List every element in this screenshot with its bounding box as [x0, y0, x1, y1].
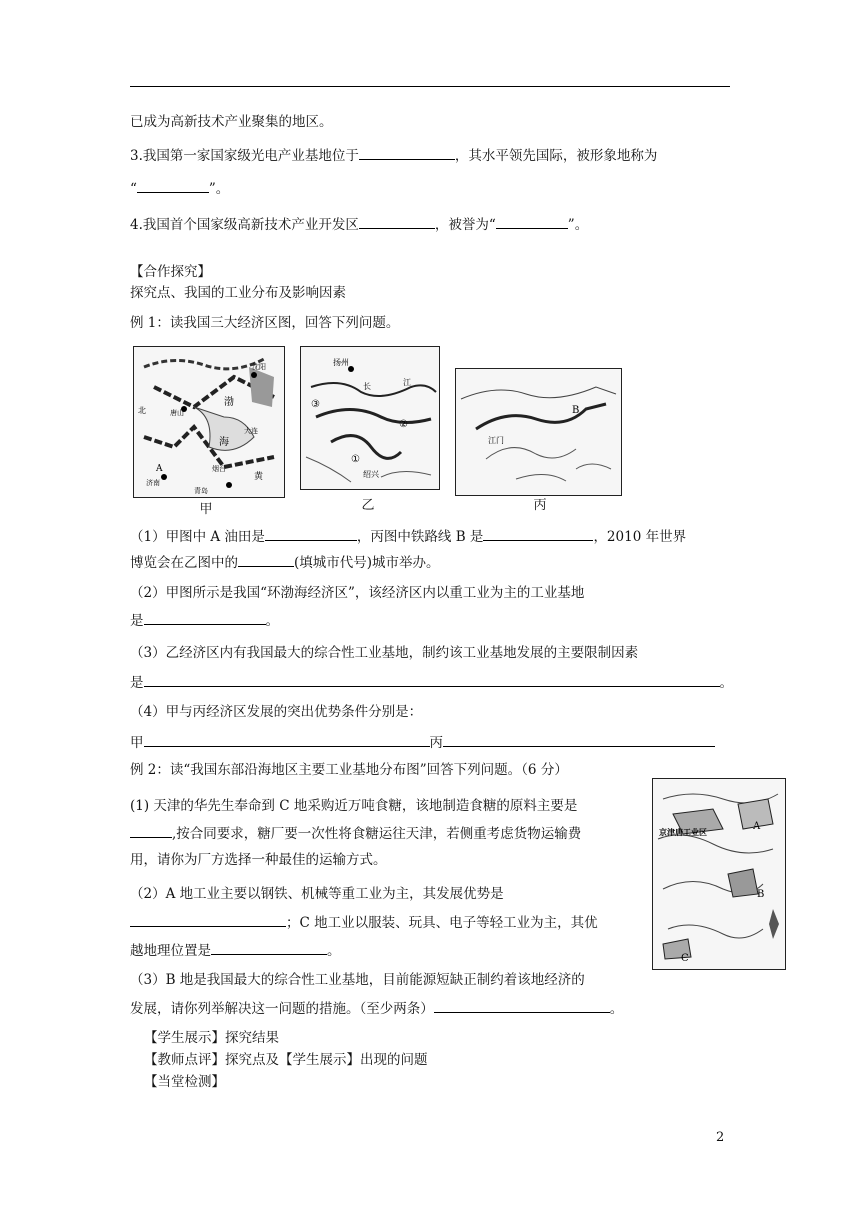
answer-blank[interactable]: [238, 552, 294, 567]
ex2-q3-line2: 发展，请你列举解决这一问题的措施。（至少两条） 。: [130, 998, 730, 1019]
answer-blank[interactable]: [434, 998, 610, 1013]
map-caption: 丙: [533, 498, 547, 513]
map-caption: 甲: [199, 502, 213, 517]
map-label: 济南: [146, 479, 160, 487]
ex2-q2-line2: ；C 地工业以服装、玩具、电子等轻工业为主，其优: [130, 912, 650, 933]
ex1-q4-line2: 甲 丙: [130, 732, 730, 753]
map-label: B: [757, 889, 765, 900]
answer-blank[interactable]: [496, 214, 568, 229]
map-label: 京津唐工业区: [659, 827, 707, 837]
ex1-q1-line2: 博览会在乙图中的 (填城市代号)城市举办。: [130, 552, 730, 573]
example-2-title: 例 2：读“我国东部沿海地区主要工业基地分布图”回答下列问题。（6 分）: [130, 762, 568, 778]
intro-line: 已成为高新技术产业聚集的地区。: [130, 114, 333, 130]
map-label: 江门: [488, 436, 504, 445]
ex2-q1-line1: (1) 天津的华先生奉命到 C 地采购近万吨食糖，该地制造食糖的原料主要是: [130, 798, 578, 814]
teacher-review: 【教师点评】探究点及【学生展示】出现的问题: [144, 1052, 428, 1068]
answer-blank[interactable]: [211, 940, 327, 955]
answer-blank[interactable]: [265, 526, 357, 541]
ex1-q3-line1: （3）乙经济区内有我国最大的综合性工业基地，制约该工业基地发展的主要限制因素: [130, 645, 639, 661]
answer-blank[interactable]: [137, 178, 209, 193]
answer-blank[interactable]: [130, 912, 286, 927]
question-3-line1: 3.我国第一家国家级光电产业基地位于 ，其水平领先国际，被形象地称为: [130, 145, 730, 166]
page-number: 2: [716, 1130, 725, 1145]
ex2-q1-line2: ,按合同要求，糖厂要一次性将食糖运往天津，若侧重考虑货物运输费: [130, 823, 650, 844]
answer-blank[interactable]: [483, 526, 593, 541]
map-label: 沈阳: [252, 363, 266, 371]
map-jia: [133, 346, 285, 498]
map-label: ②: [399, 419, 408, 430]
map-label: 黄: [254, 472, 264, 482]
map-label: ①: [351, 454, 360, 465]
answer-blank[interactable]: [144, 610, 266, 625]
map-label: 北: [138, 406, 146, 415]
map-label: 青岛: [194, 487, 208, 495]
map-label: 长: [363, 382, 371, 391]
map-label: 烟台: [212, 465, 226, 473]
map-label: 唐山: [170, 409, 184, 417]
map-label: 大连: [244, 427, 258, 435]
ex1-q3-line2: 是 。: [130, 672, 730, 693]
map-label: 扬州: [333, 358, 349, 367]
ex1-q1-line1: （1）甲图中 A 油田是 ，丙图中铁路线 B 是 ，2010 年世界: [130, 526, 730, 547]
answer-blank[interactable]: [359, 214, 435, 229]
ex1-q4-line1: （4）甲与丙经济区发展的突出优势条件分别是：: [130, 704, 423, 720]
header-rule: [130, 86, 730, 87]
map-label: C: [681, 953, 689, 964]
map-east-coast: [652, 778, 786, 970]
ex1-q2-line2: 是 。: [130, 610, 730, 631]
map-label: B: [572, 405, 580, 416]
ex2-q2-line1: （2）A 地工业主要以钢铁、机械等重工业为主，其发展优势是: [130, 886, 504, 902]
in-class-test: 【当堂检测】: [144, 1074, 225, 1090]
map-label: ③: [311, 399, 320, 410]
map-label: A: [156, 464, 163, 474]
question-3-line2: “ ”。: [130, 178, 730, 199]
section-topic: 探究点、我国的工业分布及影响因素: [130, 285, 346, 301]
map-label: 绍兴: [363, 470, 379, 479]
question-4: 4.我国首个国家级高新技术产业开发区 ，被誉为“ ”。: [130, 214, 730, 235]
map-label: 海: [219, 437, 229, 448]
answer-blank[interactable]: [359, 145, 455, 160]
map-label: A: [753, 821, 761, 832]
answer-blank[interactable]: [144, 732, 430, 747]
example-1-title: 例 1：读我国三大经济区图，回答下列问题。: [130, 315, 400, 331]
answer-blank[interactable]: [144, 672, 720, 687]
map-bing: [455, 368, 622, 496]
section-heading: 【合作探究】: [130, 264, 211, 280]
map-caption: 乙: [361, 498, 375, 513]
map-label: 渤: [224, 397, 234, 408]
ex2-q2-line3: 越地理位置是 。: [130, 940, 650, 961]
answer-blank[interactable]: [130, 823, 172, 838]
map-label: 江: [403, 378, 411, 387]
map-yi: [300, 346, 440, 490]
student-show: 【学生展示】探究结果: [144, 1030, 279, 1046]
answer-blank[interactable]: [443, 732, 715, 747]
ex2-q1-line3: 用，请你为厂方选择一种最佳的运输方式。: [130, 852, 387, 868]
ex2-q3-line1: （3）B 地是我国最大的综合性工业基地，目前能源短缺正制约着该地经济的: [130, 972, 585, 988]
ex1-q2-line1: （2）甲图所示是我国“环渤海经济区”，该经济区内以重工业为主的工业基地: [130, 585, 585, 601]
